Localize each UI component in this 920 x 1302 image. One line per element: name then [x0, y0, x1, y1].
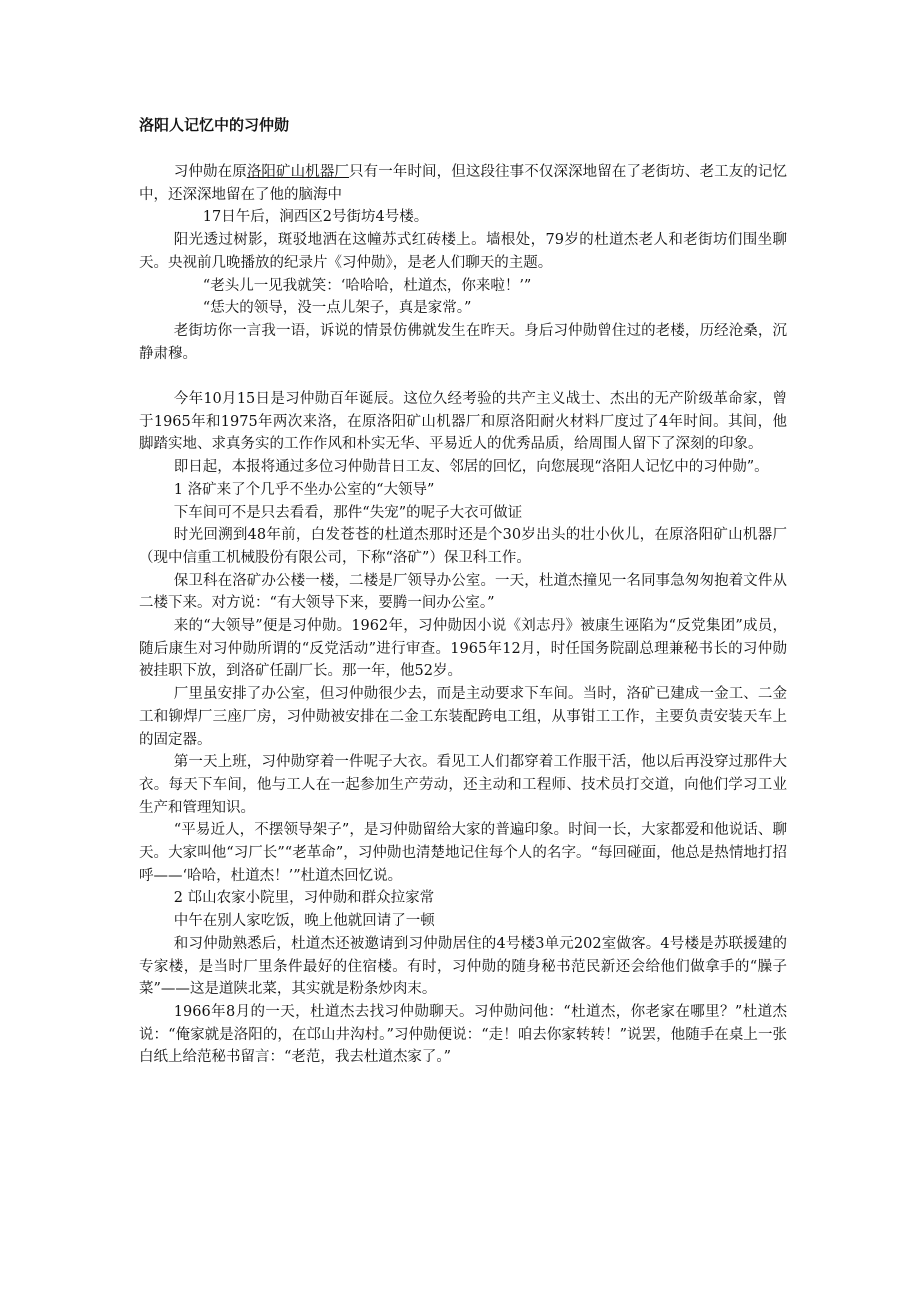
paragraph: 和习仲勋熟悉后，杜道杰还被邀请到习仲勋居住的4号楼3单元202室做客。4号楼是苏联援建的专家楼，是当时厂里条件最好的住宿楼。有时，习仲勋的随身秘书范民新还会给他们做拿手的“臊子菜”——这是道陕北菜，其实就是粉条炒肉末。: [139, 935, 787, 998]
paragraph-intro-text-after: 只有一年时间，但这段往事不仅深深地留在了老街坊、老工友的记忆中，还深深地留在了他的脑海中: [139, 164, 788, 203]
document-body: [139, 113, 787, 1069]
paragraph: 老街坊你一言我一语，诉说的情景仿佛就发生在昨天。身后习仲勋曾住过的老楼，历经沧桑，沉静肃穆。: [139, 322, 787, 362]
paragraph: 今年10月15日是习仲勋百年诞辰。这位久经考验的共产主义战士、杰出的无产阶级革命家，曾于1965年和1975年两次来洛，在原洛阳矿山机器厂和原洛阳耐火材料厂度过了4年时间。其间，他脚踏实地、求真务实的工作作风和朴实无华、平易近人的优秀品质，给周围人留下了深刻的印象。: [139, 391, 787, 453]
section-subheading: 下车间可不是只去看看，那件“失宠”的呢子大衣可做证: [173, 504, 523, 521]
paragraph: 时光回溯到48年前，白发苍苍的杜道杰那时还是个30岁出头的壮小伙儿，在原洛阳矿山机器厂（现中信重工机械股份有限公司，下称“洛矿”）保卫科工作。: [139, 527, 787, 566]
paragraph: 即日起，本报将通过多位习仲勋昔日工友、邻居的回忆，向您展现“洛阳人记忆中的习仲勋”。: [173, 459, 769, 476]
paragraph-intro-text-before: 习仲勋在原: [173, 164, 247, 180]
quote-paragraph: “恁大的领导，没一点儿架子，真是家常。”: [202, 300, 472, 317]
document-title: 洛阳人记忆中的习仲勋: [139, 116, 290, 134]
paragraph: 第一天上班，习仲勋穿着一件呢子大衣。看见工人们都穿着工作服干活，他以后再没穿过那件大衣。每天下车间，他与工人在一起参加生产劳动，还主动和工程师、技术员打交道，向他们学习工业生产和管理知识。: [139, 754, 787, 816]
paragraph: 17日午后，涧西区2号街坊4号楼。: [202, 209, 429, 226]
paragraph: 1966年8月的一天，杜道杰去找习仲勋聊天。习仲勋问他：“杜道杰，你老家在哪里？”杜道杰说：“俺家就是洛阳的，在邙山井沟村。”习仲勋便说：“走！咱去你家转转！”说罢，他随手在桌上一张白纸上给范秘书留言：“老范，我去杜道杰家了。”: [139, 1004, 787, 1066]
paragraph: 厂里虽安排了办公室，但习仲勋很少去，而是主动要求下车间。当时，洛矿已建成一金工、二金工和铆焊厂三座厂房，习仲勋被安排在二金工东装配跨电工组，从事钳工工作，主要负责安装天车上的固定器。: [139, 686, 787, 748]
quote-paragraph: “老头儿一见我就笑：‘哈哈哈，杜道杰，你来啦！’”: [202, 277, 532, 294]
blank-line: [139, 365, 787, 388]
section-subheading: 中午在别人家吃饭，晚上他就回请了一顿: [173, 913, 435, 930]
paragraph: 保卫科在洛矿办公楼一楼，二楼是厂领导办公室。一天，杜道杰撞见一名同事急匆匆抱着文件从二楼下来。对方说：“有大领导下来，要腾一间办公室。”: [139, 572, 787, 612]
paragraph: 来的“大领导”便是习仲勋。1962年，习仲勋因小说《刘志丹》被康生诬陷为“反党集团”成员，随后康生对习仲勋所谓的“反党活动”进行审查。1965年12月，时任国务院副总理兼秘书长的习仲勋被挂职下放，到洛矿任副厂长。那一年，他52岁。: [139, 618, 787, 680]
paragraph-intro: [139, 161, 787, 206]
factory-link-text: 洛阳矿山机器厂: [246, 164, 350, 180]
section-heading: 1 洛矿来了个几乎不坐办公室的“大领导”: [173, 481, 435, 498]
paragraph: “平易近人，不摆领导架子”，是习仲勋留给大家的普遍印象。时间一长，大家都爱和他说话、聊天。大家叫他“习厂长”“老革命”，习仲勋也清楚地记住每个人的名字。“每回碰面，他总是热情地打招呼——‘哈哈，杜道杰！’”杜道杰回忆说。: [139, 822, 787, 884]
section-heading: 2 邙山农家小院里，习仲勋和群众拉家常: [173, 890, 435, 907]
paragraph: 阳光透过树影，斑驳地洒在这幢苏式红砖楼上。墙根处，79岁的杜道杰老人和老街坊们围坐聊天。央视前几晚播放的纪录片《习仲勋》，是老人们聊天的主题。: [139, 232, 787, 271]
